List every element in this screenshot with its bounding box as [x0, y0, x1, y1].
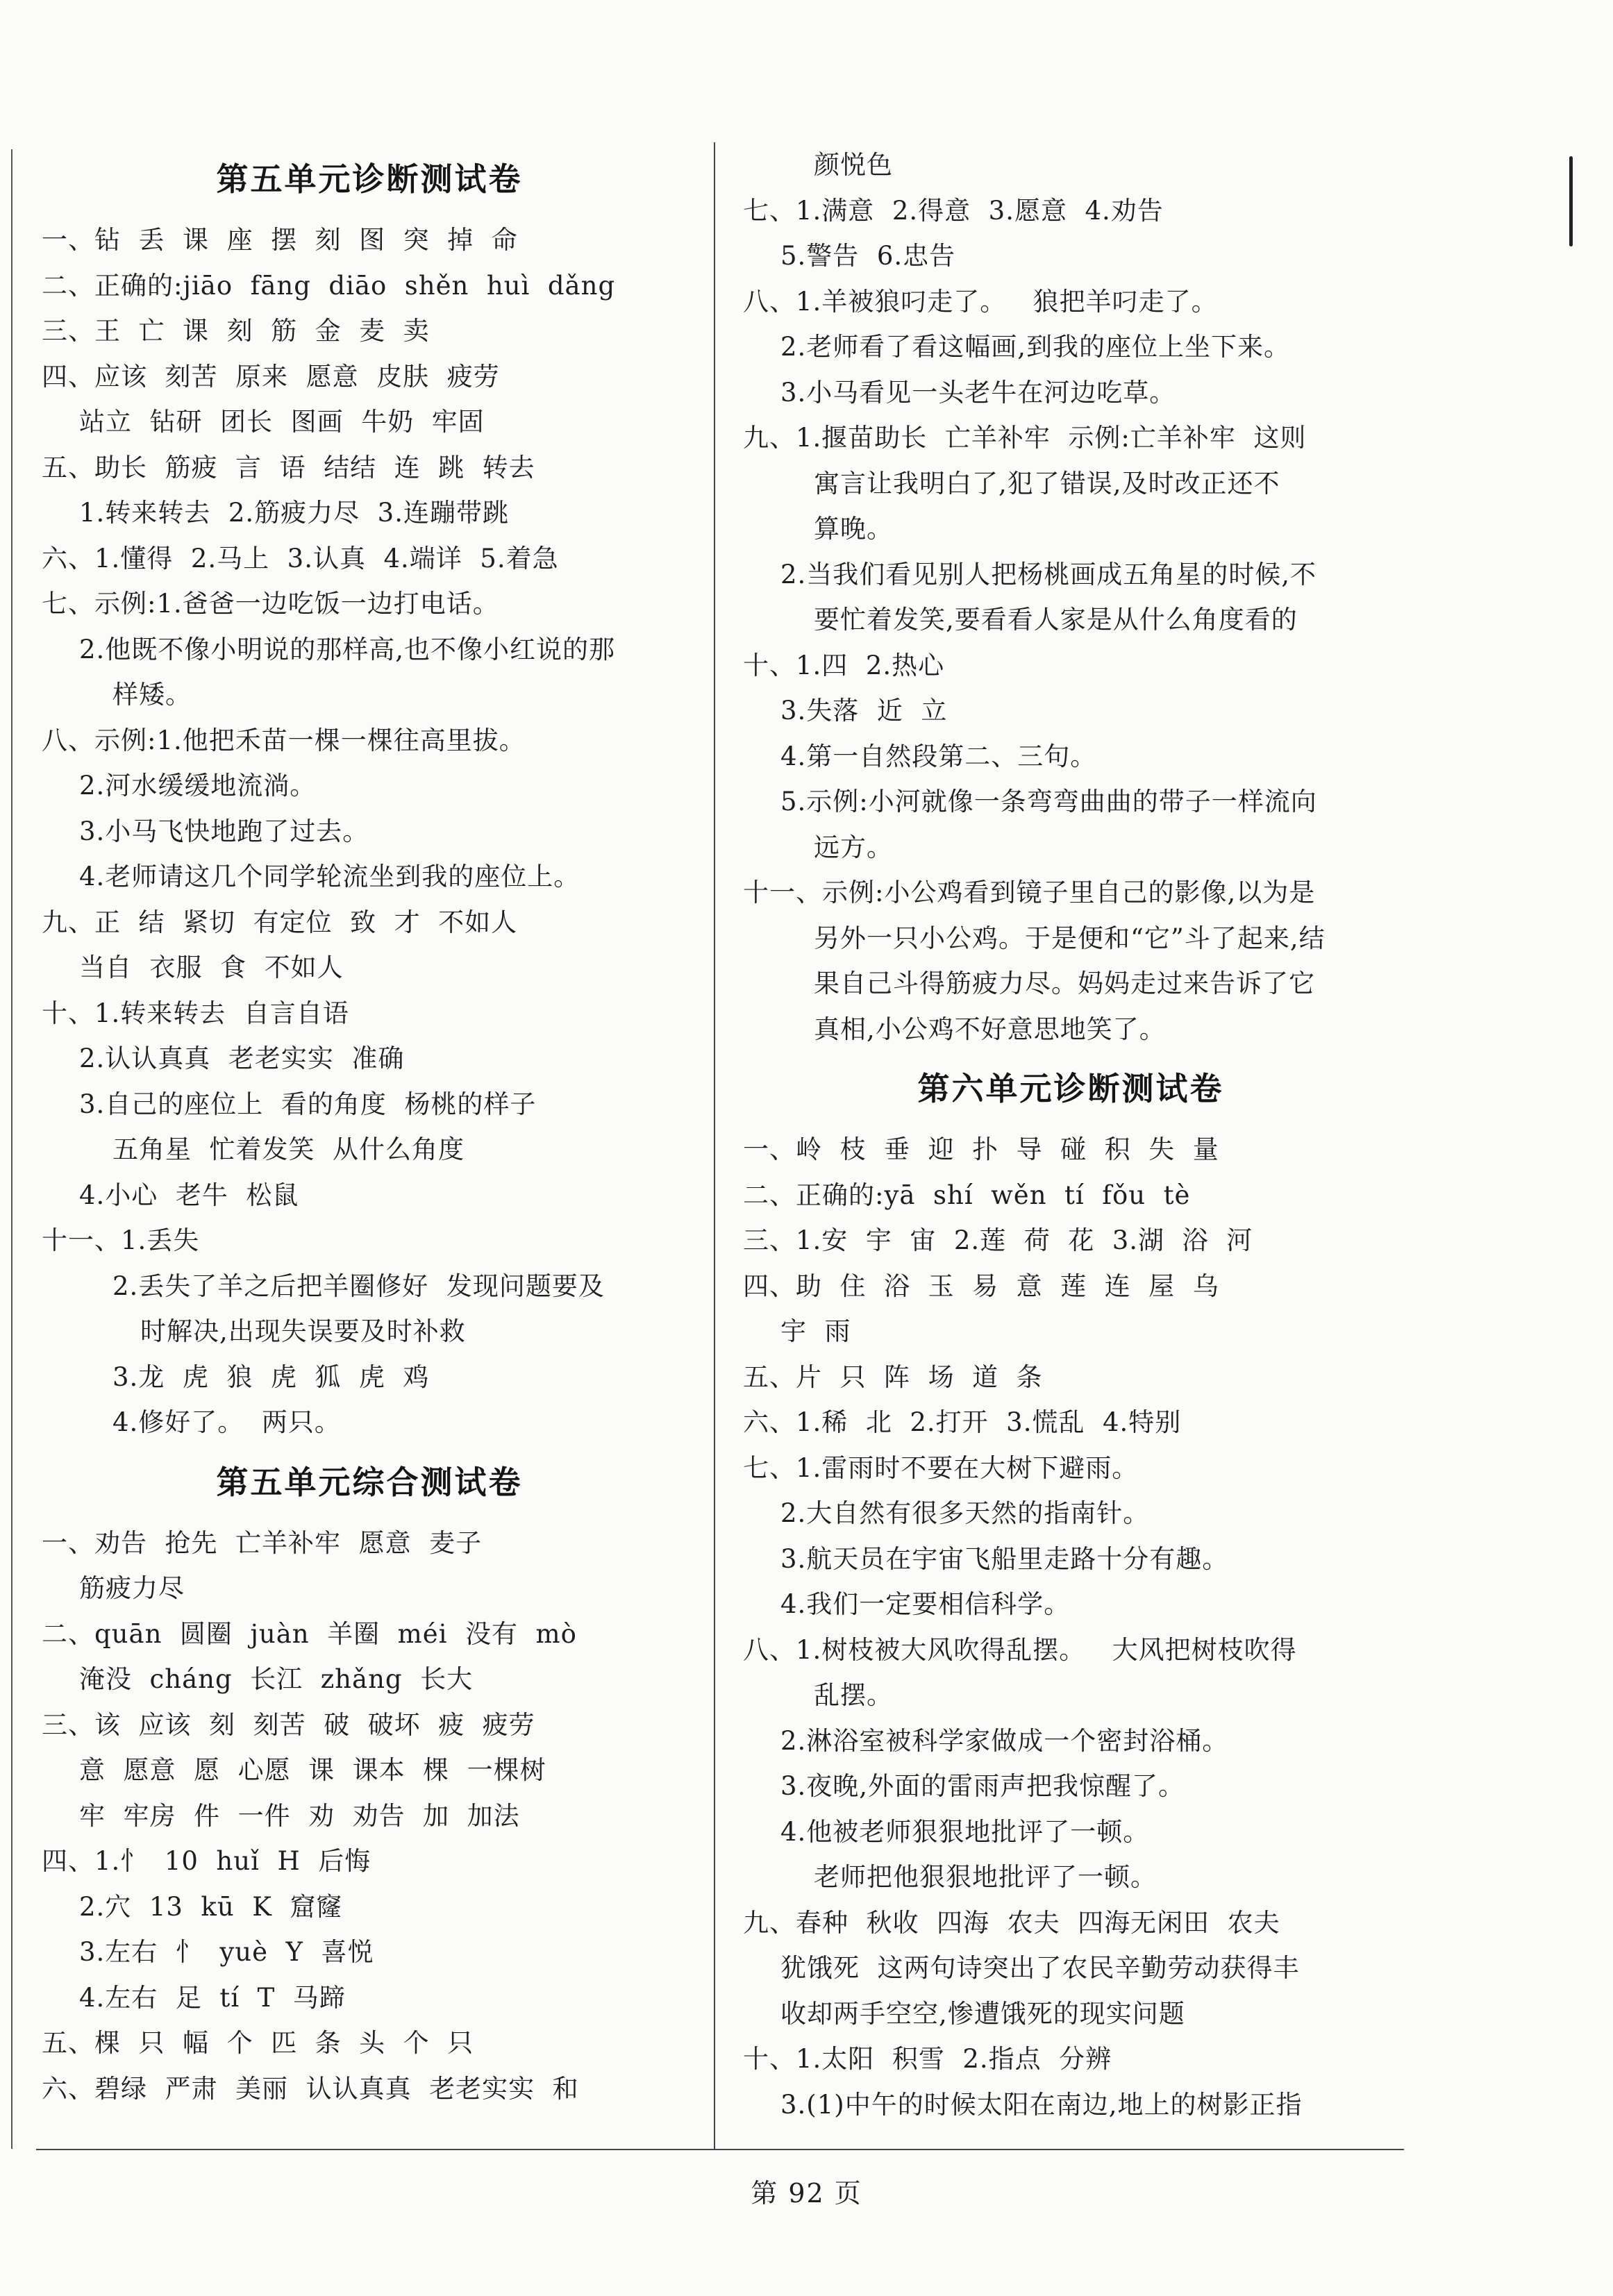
answer-line: 六、碧绿 严肃 美丽 认认真真 老老实实 和 — [42, 2073, 579, 2104]
right-column — [737, 142, 1404, 2127]
answer-line: 三、王 亡 课 刻 筋 金 麦 卖 — [42, 316, 430, 346]
answer-line: 2.丢失了羊之后把羊圈修好 发现问题要及 — [112, 1271, 605, 1301]
answer-line: 八、1.树枝被大风吹得乱摆。 大风把树枝吹得 — [743, 1634, 1297, 1665]
section-heading: 第五单元综合测试卷 — [216, 1463, 523, 1501]
answer-line: 老师把他狠狠地批评了一顿。 — [814, 1862, 1157, 1892]
answer-line: 宇 雨 — [780, 1316, 851, 1346]
answer-line: 4.小心 老牛 松鼠 — [79, 1180, 299, 1210]
answer-line: 八、1.羊被狼叼走了。 狼把羊叼走了。 — [743, 286, 1218, 317]
answer-line: 当自 衣服 食 不如人 — [79, 953, 344, 982]
answer-line: 六、1.懂得 2.马上 3.认真 4.端详 5.着急 — [42, 543, 559, 573]
answer-list — [36, 217, 703, 1446]
left-margin-rule — [11, 149, 12, 2149]
answer-line: 3.(1)中午的时候太阳在南边,地上的树影正指 — [780, 2089, 1303, 2120]
answer-line: 2.穴 13 kū K 窟窿 — [79, 1891, 343, 1922]
answer-line: 收却两手空空,惨遭饿死的现实问题 — [780, 1998, 1185, 2029]
answer-line: 真相,小公鸡不好意思地笑了。 — [814, 1014, 1166, 1044]
answer-line: 五、片 只 阵 场 道 条 — [743, 1361, 1043, 1392]
answer-line: 十、1.转来转去 自言自语 — [42, 998, 349, 1028]
answer-line: 一、岭 枝 垂 迎 扑 导 碰 积 失 量 — [743, 1134, 1219, 1164]
answer-line: 十、1.四 2.热心 — [743, 650, 945, 680]
answer-line: 犹饿死 这两句诗突出了农民辛勤劳动获得丰 — [780, 1953, 1300, 1983]
answer-line: 2.认认真真 老老实实 准确 — [79, 1044, 405, 1073]
answer-line: 远方。 — [814, 832, 893, 862]
answer-line: 2.淋浴室被科学家做成一个密封浴桶。 — [780, 1725, 1229, 1756]
answer-line: 2.河水缓缓地流淌。 — [79, 771, 317, 801]
section-heading: 第五单元诊断测试卷 — [216, 160, 523, 198]
column-divider — [714, 142, 715, 2149]
answer-line: 样矮。 — [112, 680, 192, 710]
answer-line: 五、棵 只 幅 个 匹 条 头 个 只 — [42, 2028, 474, 2058]
left-column — [36, 142, 703, 2111]
answer-line: 牢 牢房 件 一件 劝 劝告 加 加法 — [79, 1800, 520, 1831]
answer-line: 五角星 忙着发笑 从什么角度 — [112, 1134, 465, 1164]
answer-line: 3.自己的座位上 看的角度 杨桃的样子 — [79, 1089, 537, 1119]
answer-line: 1.转来转去 2.筋疲力尽 3.连蹦带跳 — [79, 498, 509, 528]
answer-line: 一、钻 丢 课 座 摆 刻 图 突 掉 命 — [42, 225, 518, 255]
answer-line: 3.航天员在宇宙飞船里走路十分有趣。 — [780, 1543, 1229, 1574]
answer-line: 七、1.满意 2.得意 3.愿意 4.劝告 — [743, 195, 1164, 226]
answer-line: 3.小马飞快地跑了过去。 — [79, 816, 369, 846]
answer-line: 颜悦色 — [814, 150, 893, 180]
answer-line: 四、应该 刻苦 原来 愿意 皮肤 疲劳 — [42, 361, 500, 392]
answer-line: 四、助 住 浴 玉 易 意 莲 连 屋 乌 — [743, 1271, 1219, 1301]
answer-line: 2.他既不像小明说的那样高,也不像小红说的那 — [79, 634, 616, 664]
answer-line: 二、正确的:jiāo fāng diāo shěn huì dǎng — [42, 270, 616, 301]
answer-line: 另外一只小公鸡。于是便和“它”斗了起来,结 — [814, 923, 1326, 953]
answer-list — [36, 1520, 703, 2112]
answer-line: 三、1.安 宇 宙 2.莲 荷 花 3.湖 浴 河 — [743, 1225, 1253, 1255]
answer-line: 站立 钻研 团长 图画 牛奶 牢固 — [79, 407, 485, 437]
section-heading: 第六单元诊断测试卷 — [917, 1070, 1224, 1107]
answer-line: 寓言让我明白了,犯了错误,及时改正还不 — [814, 468, 1280, 498]
scan-edge-mark — [1569, 156, 1573, 246]
answer-line: 4.老师请这几个同学轮流坐到我的座位上。 — [79, 862, 580, 891]
answer-line: 4.我们一定要相信科学。 — [780, 1589, 1071, 1619]
bottom-rule — [36, 2149, 1404, 2150]
answer-line: 意 愿意 愿 心愿 课 课本 棵 一棵树 — [79, 1755, 546, 1785]
answer-line: 十、1.太阳 积雪 2.指点 分辨 — [743, 2044, 1112, 2074]
answer-line: 二、quān 圆圈 juàn 羊圈 méi 没有 mò — [42, 1618, 577, 1649]
answer-line: 时解决,出现失误要及时补救 — [140, 1316, 466, 1346]
answer-line: 3.左右 忄 yuè Y 喜悦 — [79, 1937, 374, 1967]
answer-line: 五、助长 筋疲 言 语 结结 连 跳 转去 — [42, 452, 535, 483]
answer-line: 九、1.揠苗助长 亡羊补牢 示例:亡羊补牢 这则 — [743, 423, 1307, 453]
answer-line: 4.左右 足 tí T 马蹄 — [79, 1982, 346, 2013]
answer-list — [737, 142, 1404, 1052]
answer-list — [737, 1127, 1404, 2127]
answer-line: 3.龙 虎 狼 虎 狐 虎 鸡 — [112, 1361, 430, 1392]
answer-line: 4.第一自然段第二、三句。 — [780, 741, 1097, 771]
answer-line: 2.当我们看见别人把杨桃画成五角星的时候,不 — [780, 559, 1317, 589]
answer-line: 果自己斗得筋疲力尽。妈妈走过来告诉了它 — [814, 969, 1315, 998]
answer-line: 六、1.稀 北 2.打开 3.慌乱 4.特别 — [743, 1407, 1182, 1437]
page-number: 第 92 页 — [751, 2178, 862, 2209]
answer-line: 2.老师看了看这幅画,到我的座位上坐下来。 — [780, 332, 1291, 362]
answer-line: 九、正 结 紧切 有定位 致 才 不如人 — [42, 907, 518, 937]
answer-line: 八、示例:1.他把禾苗一棵一棵往高里拔。 — [42, 725, 526, 755]
answer-line: 4.修好了。 两只。 — [112, 1407, 341, 1437]
answer-line: 十一、1.丢失 — [42, 1225, 200, 1255]
answer-line: 算晚。 — [814, 514, 893, 544]
answer-line: 四、1.忄 10 huǐ H 后悔 — [42, 1846, 371, 1876]
answer-line: 七、1.雷雨时不要在大树下避雨。 — [743, 1452, 1139, 1483]
answer-line: 5.示例:小河就像一条弯弯曲曲的带子一样流向 — [780, 787, 1317, 816]
answer-line: 三、该 应该 刻 刻苦 破 破坏 疲 疲劳 — [42, 1709, 535, 1740]
answer-line: 十一、示例:小公鸡看到镜子里自己的影像,以为是 — [743, 878, 1316, 907]
answer-line: 5.警告 6.忠告 — [780, 241, 956, 271]
answer-line: 3.失落 近 立 — [780, 696, 948, 726]
answer-line: 七、示例:1.爸爸一边吃饭一边打电话。 — [42, 589, 499, 619]
answer-line: 乱摆。 — [814, 1680, 893, 1710]
answer-line: 淹没 cháng 长江 zhǎng 长大 — [79, 1664, 474, 1694]
answer-line: 筋疲力尽 — [79, 1573, 185, 1603]
answer-line: 4.他被老师狠狠地批评了一顿。 — [780, 1816, 1150, 1847]
answer-line: 要忙着发笑,要看看人家是从什么角度看的 — [814, 605, 1298, 635]
answer-line: 二、正确的:yā shí wěn tí fǒu tè — [743, 1180, 1191, 1210]
answer-line: 3.小马看见一头老牛在河边吃草。 — [780, 377, 1176, 408]
answer-line: 2.大自然有很多天然的指南针。 — [780, 1498, 1150, 1528]
answer-line: 一、劝告 抢先 亡羊补牢 愿意 麦子 — [42, 1527, 483, 1558]
answer-line: 九、春种 秋收 四海 农夫 四海无闲田 农夫 — [743, 1907, 1280, 1938]
answer-line: 3.夜晚,外面的雷雨声把我惊醒了。 — [780, 1771, 1185, 1801]
